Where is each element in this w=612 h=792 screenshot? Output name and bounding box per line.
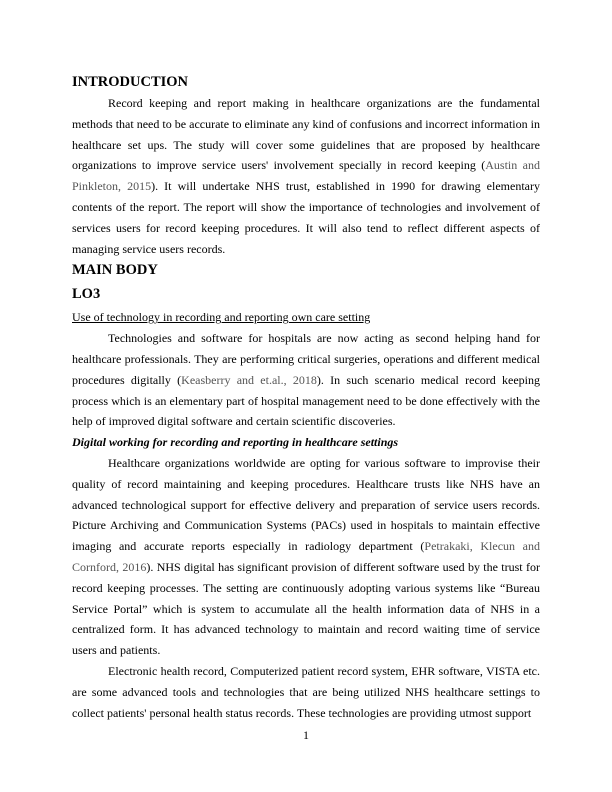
introduction-heading: INTRODUCTION <box>72 74 189 90</box>
introduction-paragraph <box>72 93 540 259</box>
digital-working-text-start: Healthcare organizations worldwide are opting for various software to improvise their quality of record maintaining and keeping procedures. Healthcare trusts like NHS have an advanced technological support for effective delivery and preparation of service users records. Picture Archiving and Communication Systems (PACs) used in hospitals to maintain effective imaging and accurate reports especially in radiology department ( <box>72 455 540 554</box>
digital-working-paragraph <box>72 453 540 661</box>
ehr-paragraph: Electronic health record, Computerized patient record system, EHR software, VISTA etc. are some advanced tools and technologies that are being utilized NHS healthcare settings to collect patients' personal health status records. These technologies are providing utmost support <box>72 663 540 720</box>
introduction-text-start: Record keeping and report making in healthcare organizations are the fundamental methods that need to be accurate to eliminate any kind of confusions and incorrect information in healthcare set ups. The study will cover some guidelines that are proposed by healthcare organizations to improve service users' involvement specially in record keeping ( <box>72 96 540 173</box>
technology-paragraph <box>72 328 540 432</box>
digital-working-text-end: ). NHS digital has significant provision of different software used by the trust for record keeping processes. The setting are continuously adopting various systems like “Bureau Service Portal” which is system to accumulate all the health information data of NHS in a centralized form. It has advanced technology to maintain and record waiting time of service users and patients. <box>72 559 540 658</box>
technology-text-end: ). In such scenario medical record keeping process which is an elementary part of hospital management need to be done effectively with the help of improved digital software and certain scientific discoveries. <box>72 372 541 429</box>
digital-working-subheading: Digital working for recording and reporting in healthcare settings <box>72 435 399 450</box>
citation-petrakaki: Petrakaki, Klecun and Cornford, 2016 <box>72 539 540 574</box>
technology-subheading: Use of technology in recording and reporting own care setting <box>72 310 371 325</box>
citation-keasberry: Keasberry and et.al., 2018 <box>181 372 317 387</box>
citation-austin-pinkleton: Austin and Pinkleton, 2015 <box>72 158 540 194</box>
introduction-text-end: ). It will undertake NHS trust, established in 1990 for drawing elementary contents of the report. The report will show the importance of technologies and involvement of services users for record keeping procedures. It will also tend to reflect different aspects of managing service users records. <box>72 179 540 256</box>
page-number: 1 <box>303 728 309 742</box>
technology-text-start: Technologies and software for hospitals are now acting as second helping hand for healthcare professionals. They are performing critical surgeries, operations and different medical procedures digitally ( <box>72 331 540 387</box>
lo3-heading: LO3 <box>72 286 101 303</box>
main-body-heading: MAIN BODY <box>72 262 158 279</box>
